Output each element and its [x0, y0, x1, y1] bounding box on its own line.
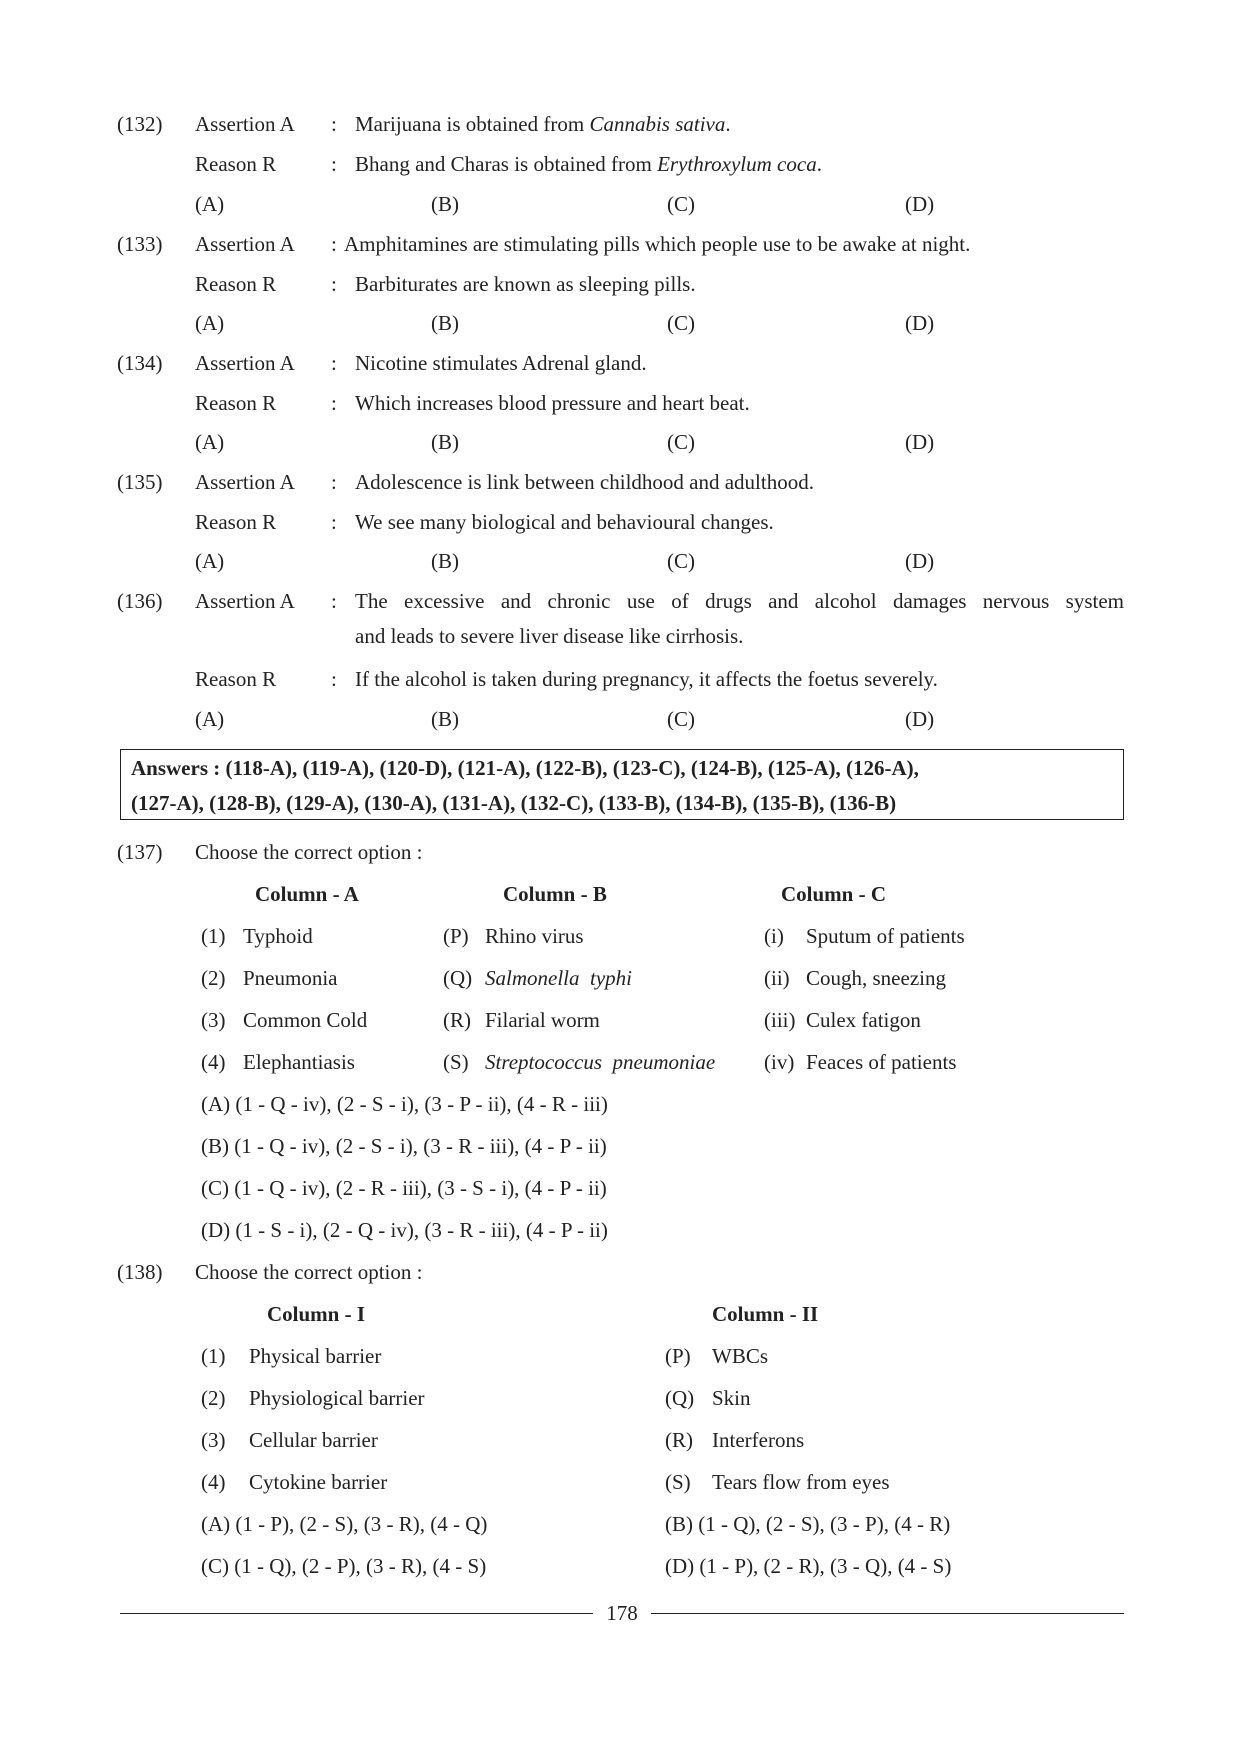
row-b-text: Rhino virus	[485, 924, 584, 948]
option-c: (C)	[667, 311, 695, 335]
row-left-number: (3)	[201, 1428, 226, 1452]
question-number: (135)	[117, 470, 163, 494]
option-d: (D) (1 - P), (2 - R), (3 - Q), (4 - S)	[665, 1554, 952, 1578]
answers-box	[120, 749, 1124, 820]
option-a: (A)	[195, 311, 225, 335]
assertion-text: Marijuana is obtained from Cannabis sativa.	[355, 112, 731, 136]
option-a: (A) (1 - Q - iv), (2 - S - i), (3 - P - ii), (4 - R - iii)	[201, 1092, 608, 1116]
reason-label: Reason R	[195, 667, 277, 691]
row-right-key: (Q)	[665, 1386, 695, 1410]
option-a: (A)	[195, 549, 225, 573]
reason-label: Reason R	[195, 272, 277, 296]
reason-label: Reason R	[195, 152, 277, 176]
row-right-text: Interferons	[712, 1428, 805, 1452]
row-left-text: Physiological barrier	[249, 1386, 425, 1410]
row-b-key: (P)	[443, 924, 469, 948]
reason-text: We see many biological and behavioural changes.	[355, 510, 774, 534]
assertion-text-line2: and leads to severe liver disease like cirrhosis.	[355, 624, 744, 648]
option-d: (D) (1 - S - i), (2 - Q - iv), (3 - R - iii), (4 - P - ii)	[201, 1218, 608, 1242]
option-d: (D)	[905, 311, 935, 335]
colon: :	[331, 470, 337, 494]
row-b-key: (S)	[443, 1050, 469, 1074]
option-a: (A)	[195, 430, 225, 454]
option-c: (C)	[667, 430, 695, 454]
option-b: (B)	[431, 430, 459, 454]
option-b: (B)	[431, 549, 459, 573]
row-b-text: Filarial worm	[485, 1008, 600, 1032]
column-ii-header: Column - II	[712, 1302, 819, 1326]
option-a: (A)	[195, 707, 225, 731]
row-right-text: WBCs	[712, 1344, 769, 1368]
row-a-text: Pneumonia	[243, 966, 338, 990]
row-left-text: Cellular barrier	[249, 1428, 378, 1452]
reason-label: Reason R	[195, 391, 277, 415]
row-right-text: Skin	[712, 1386, 751, 1410]
option-c: (C) (1 - Q), (2 - P), (3 - R), (4 - S)	[201, 1554, 487, 1578]
row-a-number: (2)	[201, 966, 226, 990]
row-c-number: (ii)	[764, 966, 790, 990]
row-right-key: (R)	[665, 1428, 693, 1452]
colon: :	[331, 351, 337, 375]
row-left-number: (1)	[201, 1344, 226, 1368]
row-right-key: (S)	[665, 1470, 691, 1494]
option-a: (A)	[195, 192, 225, 216]
column-c-header: Column - C	[781, 882, 887, 906]
option-d: (D)	[905, 430, 935, 454]
reason-text: Barbiturates are known as sleeping pills.	[355, 272, 696, 296]
option-c: (C)	[667, 707, 695, 731]
assertion-text: Nicotine stimulates Adrenal gland.	[355, 351, 647, 375]
option-b: (B)	[431, 192, 459, 216]
assertion-label: Assertion A	[195, 351, 295, 375]
option-d: (D)	[905, 549, 935, 573]
assertion-label: Assertion A	[195, 232, 295, 256]
row-a-number: (4)	[201, 1050, 226, 1074]
option-c: (C)	[667, 192, 695, 216]
column-a-header: Column - A	[255, 882, 359, 906]
question-number: (132)	[117, 112, 163, 136]
reason-text: Bhang and Charas is obtained from Erythroxylum coca.	[355, 152, 822, 176]
page-number: 178	[606, 1601, 638, 1625]
question-number: (134)	[117, 351, 163, 375]
row-c-number: (iii)	[764, 1008, 796, 1032]
colon: :	[331, 510, 337, 534]
row-a-text: Typhoid	[243, 924, 313, 948]
assertion-text-line1: The excessive and chronic use of drugs and alcohol damages nervous system	[355, 589, 1124, 613]
assertion-label: Assertion A	[195, 470, 295, 494]
row-right-text: Tears flow from eyes	[712, 1470, 890, 1494]
question-number: (138)	[117, 1260, 163, 1284]
colon: :	[331, 667, 337, 691]
colon: :	[331, 272, 337, 296]
row-left-number: (4)	[201, 1470, 226, 1494]
row-a-number: (3)	[201, 1008, 226, 1032]
question-number: (137)	[117, 840, 163, 864]
row-a-number: (1)	[201, 924, 226, 948]
question-prompt: Choose the correct option :	[195, 840, 423, 864]
question-prompt: Choose the correct option :	[195, 1260, 423, 1284]
colon: :	[331, 391, 337, 415]
option-a: (A) (1 - P), (2 - S), (3 - R), (4 - Q)	[201, 1512, 488, 1536]
row-a-text: Elephantiasis	[243, 1050, 355, 1074]
row-b-key: (Q)	[443, 966, 473, 990]
colon: :	[331, 112, 337, 136]
question-number: (133)	[117, 232, 163, 256]
option-b: (B) (1 - Q), (2 - S), (3 - P), (4 - R)	[665, 1512, 951, 1536]
answers-line-1: Answers : (118-A), (119-A), (120-D), (121-A), (122-B), (123-C), (124-B), (125-A), (126-A),	[131, 756, 919, 780]
assertion-label: Assertion A	[195, 589, 295, 613]
footer-rule-left	[120, 1613, 593, 1614]
column-i-header: Column - I	[267, 1302, 366, 1326]
row-c-text: Culex fatigon	[806, 1008, 921, 1032]
row-b-text: Streptococcus pneumoniae	[485, 1050, 716, 1074]
row-c-text: Sputum of patients	[806, 924, 965, 948]
option-d: (D)	[905, 707, 935, 731]
footer-rule-right	[651, 1613, 1124, 1614]
reason-text: Which increases blood pressure and heart beat.	[355, 391, 750, 415]
row-a-text: Common Cold	[243, 1008, 368, 1032]
row-left-number: (2)	[201, 1386, 226, 1410]
row-c-text: Feaces of patients	[806, 1050, 957, 1074]
row-right-key: (P)	[665, 1344, 691, 1368]
row-b-key: (R)	[443, 1008, 471, 1032]
option-b: (B) (1 - Q - iv), (2 - S - i), (3 - R - iii), (4 - P - ii)	[201, 1134, 607, 1158]
colon: :	[331, 152, 337, 176]
row-b-text: Salmonella typhi	[485, 966, 632, 990]
row-c-number: (iv)	[764, 1050, 795, 1074]
reason-text: If the alcohol is taken during pregnancy, it affects the foetus severely.	[355, 667, 938, 691]
option-b: (B)	[431, 707, 459, 731]
row-left-text: Cytokine barrier	[249, 1470, 388, 1494]
answers-line-2: (127-A), (128-B), (129-A), (130-A), (131-A), (132-C), (133-B), (134-B), (135-B), (136-B)	[131, 791, 897, 815]
row-left-text: Physical barrier	[249, 1344, 382, 1368]
assertion-text: Amphitamines are stimulating pills which people use to be awake at night.	[344, 232, 971, 256]
option-d: (D)	[905, 192, 935, 216]
option-b: (B)	[431, 311, 459, 335]
question-number: (136)	[117, 589, 163, 613]
row-c-number: (i)	[764, 924, 784, 948]
reason-label: Reason R	[195, 510, 277, 534]
column-b-header: Column - B	[503, 882, 607, 906]
assertion-label: Assertion A	[195, 112, 295, 136]
colon: :	[331, 589, 337, 613]
row-c-text: Cough, sneezing	[806, 966, 946, 990]
colon: :	[331, 232, 337, 256]
option-c: (C) (1 - Q - iv), (2 - R - iii), (3 - S - i), (4 - P - ii)	[201, 1176, 607, 1200]
assertion-text: Adolescence is link between childhood and adulthood.	[355, 470, 814, 494]
option-c: (C)	[667, 549, 695, 573]
